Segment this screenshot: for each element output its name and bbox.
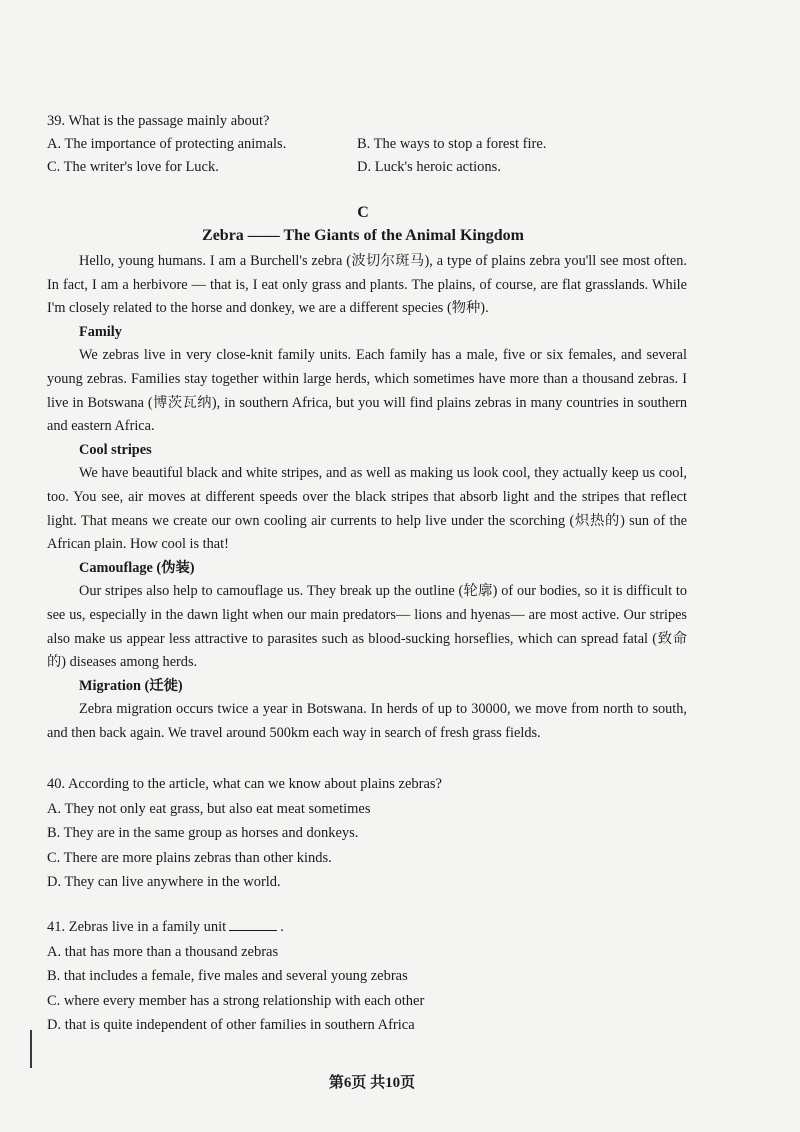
paragraph-family: We zebras live in very close-knit family units. Each family has a male, five or six females, and several young zebras. Families stay together within large herds, which sometimes have more than a thousand zebras. I live in Botswana (博茨瓦纳), in southern Africa, but you will find plains zebras in many countries in southern and eastern Africa. — [47, 347, 687, 435]
option-a: A. The importance of protecting animals. — [47, 136, 287, 152]
subheading-stripes: Cool stripes — [79, 441, 152, 458]
question-41 — [47, 915, 747, 1038]
subheading-family: Family — [79, 323, 122, 340]
option-b: B. They are in the same group as horses and donkeys. — [47, 825, 359, 841]
question-stem: 40. According to the article, what can we know about plains zebras? — [47, 776, 442, 792]
subheading-migration: Migration (迁徙) — [79, 677, 183, 694]
margin-mark — [30, 1030, 32, 1068]
option-c: C. where every member has a strong relationship with each other — [47, 992, 425, 1009]
question-stem-line — [47, 915, 747, 940]
paragraph-camouflage: Our stripes also help to camouflage us. They break up the outline (轮廓) of our bodies, so it is difficult to see us, especially in the dawn light when our main predators— lions and hyenas— are most active. Our stripes also make us appear less attractive to parasites such as blood-sucking horseflies, which can spread fatal (致命的) diseases among herds. — [47, 583, 687, 671]
question-options — [47, 133, 767, 179]
option-d: D. Luck's heroic actions. — [357, 159, 501, 175]
question-stem: 39. What is the passage mainly about? — [47, 113, 270, 129]
option-a: A. They not only eat grass, but also eat meat sometimes — [47, 800, 371, 817]
option-d: D. that is quite independent of other families in southern Africa — [47, 1017, 415, 1033]
question-40 — [47, 772, 747, 895]
subheading-camouflage: Camouflage (伪装) — [79, 559, 195, 576]
question-stem: 41. Zebras live in a family unit — [47, 919, 227, 935]
option-b: B. The ways to stop a forest fire. — [357, 136, 547, 152]
paragraph-stripes: We have beautiful black and white stripes, and as well as making us look cool, they actually keep us cool, too. You see, air moves at different speeds over the black stripes that absorb light and the stripes that reflect light. That means we create our own cooling air currents to help live under the scorching (炽热的) sun of the African plain. How cool is that! — [47, 465, 687, 553]
option-c: C. There are more plains zebras than other kinds. — [47, 849, 332, 866]
section-label: C — [357, 204, 369, 221]
option-d: D. They can live anywhere in the world. — [47, 874, 281, 890]
paragraph-intro: Hello, young humans. I am a Burchell's zebra (波切尔斑马), a type of plains zebra you'll see most often. In fact, I am a herbivore — that is, I eat only grass and plants. The plains, of course, are flat grasslands. While I'm closely related to the horse and donkey, we are a different species (物种). — [47, 253, 687, 317]
question-39 — [47, 110, 767, 179]
answer-blank — [229, 916, 277, 931]
passage-title: Zebra —— The Giants of the Animal Kingdom — [202, 227, 524, 244]
option-c: C. The writer's love for Luck. — [47, 159, 219, 175]
option-b: B. that includes a female, five males and several young zebras — [47, 968, 408, 984]
passage-body — [47, 250, 687, 745]
option-a: A. that has more than a thousand zebras — [47, 943, 279, 960]
page-number: 第6页 共10页 — [328, 1075, 416, 1091]
stem-end: . — [280, 919, 284, 935]
paragraph-migration: Zebra migration occurs twice a year in Botswana. In herds of up to 30000, we move from north to south, and then back again. We travel around 500km each way in search of fresh grass fields. — [47, 701, 687, 741]
